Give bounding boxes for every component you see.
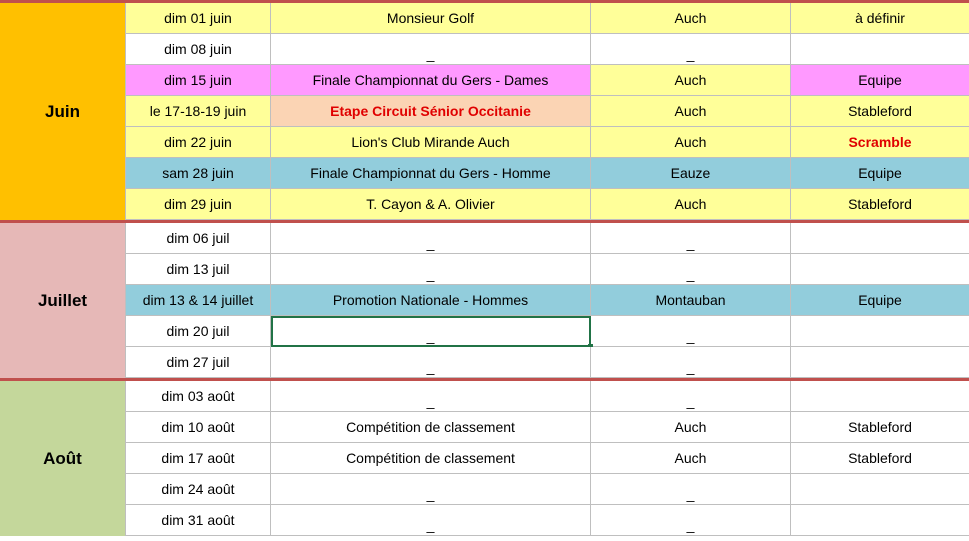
date-cell[interactable]: dim 27 juil: [126, 347, 271, 378]
event-cell[interactable]: Compétition de classement: [271, 443, 591, 474]
format-cell[interactable]: à définir: [791, 3, 969, 34]
event-cell[interactable]: _: [271, 254, 591, 285]
date-cell[interactable]: dim 31 août: [126, 505, 271, 536]
date-cell[interactable]: dim 20 juil: [126, 316, 271, 347]
place-cell[interactable]: _: [591, 223, 791, 254]
table-row: [126, 412, 969, 443]
format-cell[interactable]: [791, 474, 969, 505]
date-cell[interactable]: dim 24 août: [126, 474, 271, 505]
table-row: [126, 223, 969, 254]
table-row: [126, 127, 969, 158]
format-cell[interactable]: [791, 316, 969, 347]
format-cell[interactable]: Scramble: [791, 127, 969, 158]
format-cell[interactable]: [791, 347, 969, 378]
date-cell[interactable]: dim 03 août: [126, 381, 271, 412]
place-cell[interactable]: Auch: [591, 65, 791, 96]
place-cell[interactable]: _: [591, 474, 791, 505]
date-cell[interactable]: dim 17 août: [126, 443, 271, 474]
event-cell[interactable]: Monsieur Golf: [271, 3, 591, 34]
date-cell[interactable]: dim 10 août: [126, 412, 271, 443]
event-cell[interactable]: _: [271, 381, 591, 412]
event-cell[interactable]: Finale Championnat du Gers - Homme: [271, 158, 591, 189]
table-row: [126, 316, 969, 347]
event-cell[interactable]: _: [271, 316, 591, 347]
event-cell[interactable]: Lion's Club Mirande Auch: [271, 127, 591, 158]
format-cell[interactable]: Stableford: [791, 443, 969, 474]
place-cell[interactable]: _: [591, 316, 791, 347]
event-cell[interactable]: _: [271, 223, 591, 254]
table-row: [126, 189, 969, 220]
date-cell[interactable]: dim 08 juin: [126, 34, 271, 65]
event-cell[interactable]: Compétition de classement: [271, 412, 591, 443]
table-row: [126, 443, 969, 474]
place-cell[interactable]: Auch: [591, 189, 791, 220]
place-cell[interactable]: _: [591, 381, 791, 412]
place-cell[interactable]: _: [591, 34, 791, 65]
event-cell[interactable]: _: [271, 474, 591, 505]
table-row: [126, 474, 969, 505]
place-cell[interactable]: Auch: [591, 127, 791, 158]
table-row: [126, 96, 969, 127]
place-cell[interactable]: Eauze: [591, 158, 791, 189]
table-row: [126, 381, 969, 412]
table-row: [126, 65, 969, 96]
event-cell[interactable]: T. Cayon & A. Olivier: [271, 189, 591, 220]
date-cell[interactable]: dim 22 juin: [126, 127, 271, 158]
month-label-juillet[interactable]: Juillet: [0, 223, 126, 378]
date-cell[interactable]: sam 28 juin: [126, 158, 271, 189]
place-cell[interactable]: Auch: [591, 412, 791, 443]
table-row: [126, 254, 969, 285]
place-cell[interactable]: Auch: [591, 96, 791, 127]
table-row: [126, 285, 969, 316]
table-row: [126, 3, 969, 34]
date-cell[interactable]: dim 13 juil: [126, 254, 271, 285]
date-cell[interactable]: dim 13 & 14 juillet: [126, 285, 271, 316]
format-cell[interactable]: Stableford: [791, 412, 969, 443]
event-cell[interactable]: Promotion Nationale - Hommes: [271, 285, 591, 316]
format-cell[interactable]: Equipe: [791, 285, 969, 316]
place-cell[interactable]: Auch: [591, 443, 791, 474]
format-cell[interactable]: [791, 223, 969, 254]
place-cell[interactable]: _: [591, 347, 791, 378]
place-cell[interactable]: _: [591, 254, 791, 285]
month-label-aout[interactable]: Août: [0, 381, 126, 536]
event-cell[interactable]: _: [271, 505, 591, 536]
format-cell[interactable]: [791, 34, 969, 65]
month-label-juin[interactable]: Juin: [0, 3, 126, 220]
format-cell[interactable]: Stableford: [791, 189, 969, 220]
event-cell[interactable]: _: [271, 34, 591, 65]
format-cell[interactable]: [791, 381, 969, 412]
date-cell[interactable]: dim 06 juil: [126, 223, 271, 254]
place-cell[interactable]: Auch: [591, 3, 791, 34]
event-cell[interactable]: Finale Championnat du Gers - Dames: [271, 65, 591, 96]
date-cell[interactable]: dim 29 juin: [126, 189, 271, 220]
format-cell[interactable]: Stableford: [791, 96, 969, 127]
format-cell[interactable]: [791, 505, 969, 536]
date-cell[interactable]: dim 15 juin: [126, 65, 271, 96]
event-cell[interactable]: Etape Circuit Sénior Occitanie: [271, 96, 591, 127]
date-cell[interactable]: dim 01 juin: [126, 3, 271, 34]
table-row: [126, 347, 969, 378]
event-cell[interactable]: _: [271, 347, 591, 378]
date-cell[interactable]: le 17-18-19 juin: [126, 96, 271, 127]
place-cell[interactable]: Montauban: [591, 285, 791, 316]
table-row: [126, 505, 969, 536]
format-cell[interactable]: [791, 254, 969, 285]
format-cell[interactable]: Equipe: [791, 158, 969, 189]
place-cell[interactable]: _: [591, 505, 791, 536]
table-row: [126, 34, 969, 65]
format-cell[interactable]: Equipe: [791, 65, 969, 96]
table-row: [126, 158, 969, 189]
